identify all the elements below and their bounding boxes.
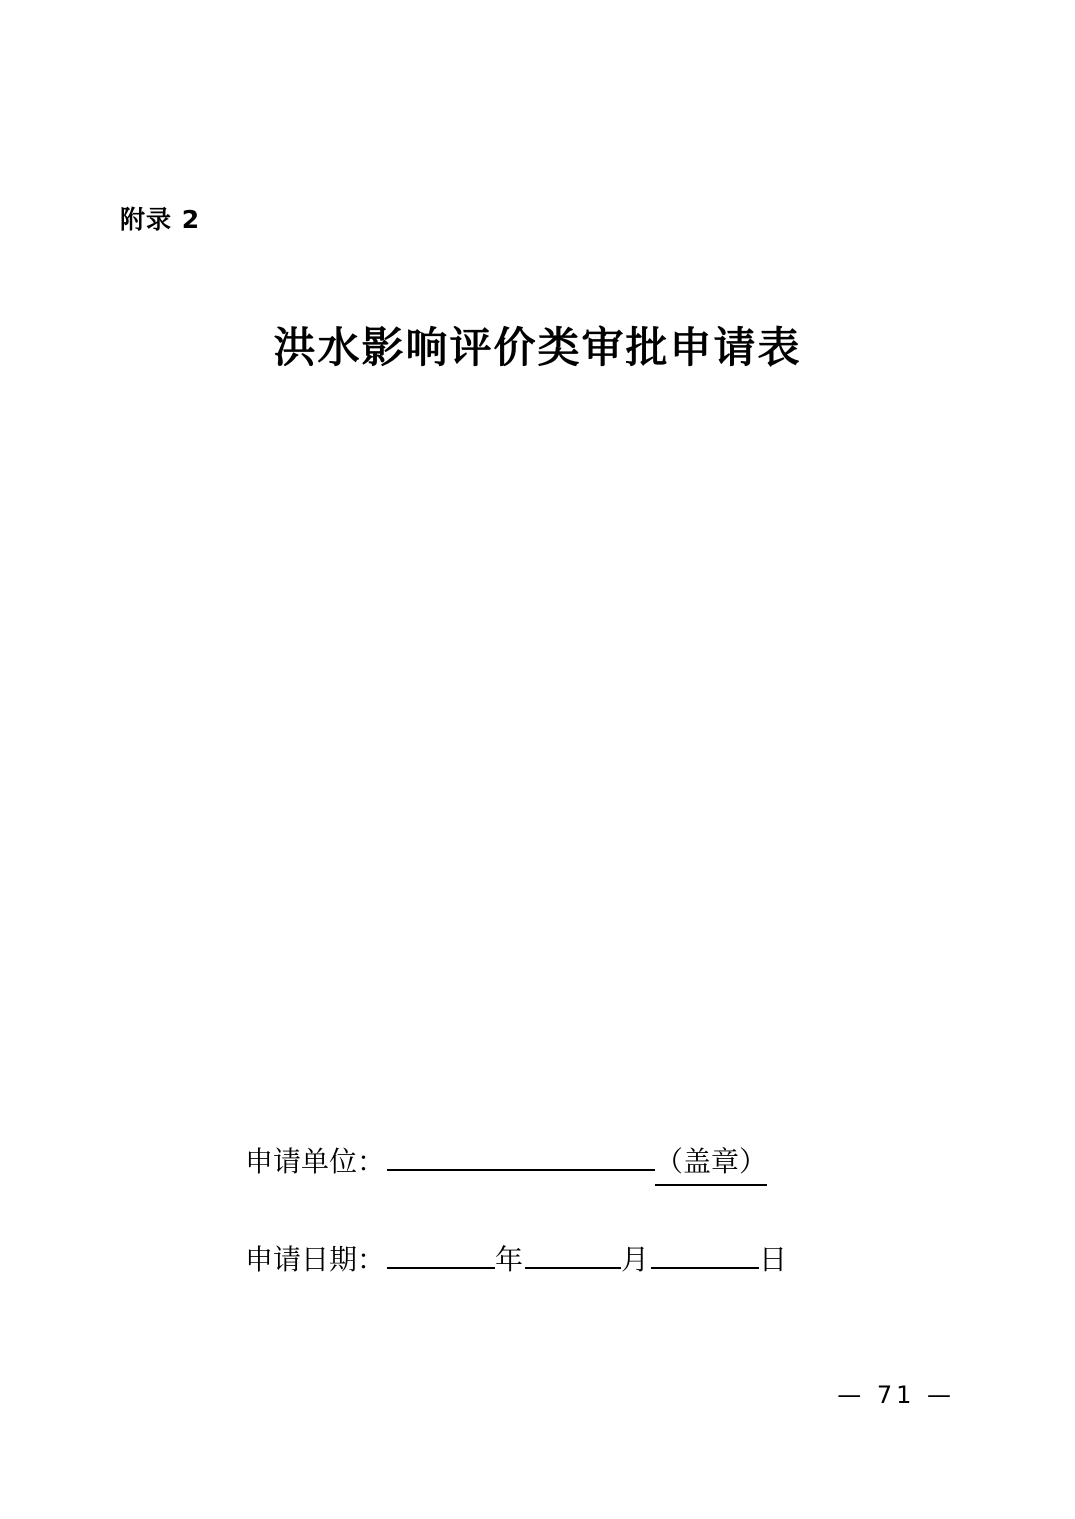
- seal-note: （盖章）: [655, 1140, 767, 1186]
- day-field[interactable]: [651, 1266, 759, 1269]
- signature-block: [245, 1140, 945, 1330]
- month-unit-label: 月: [621, 1243, 650, 1276]
- year-unit-label: 年: [495, 1243, 524, 1276]
- page-number: — 71 —: [837, 1381, 955, 1409]
- applicant-unit-field[interactable]: [387, 1168, 655, 1171]
- applicant-unit-label: 申请单位：: [245, 1145, 386, 1178]
- month-field[interactable]: [525, 1266, 621, 1269]
- applicant-unit-row: [245, 1140, 945, 1186]
- appendix-label: 附录 2: [120, 205, 201, 234]
- application-date-row: [245, 1238, 945, 1278]
- year-field[interactable]: [387, 1266, 495, 1269]
- page-title: 洪水影响评价类审批申请表: [273, 323, 802, 372]
- day-unit-label: 日: [759, 1243, 788, 1276]
- application-date-label: 申请日期：: [245, 1243, 386, 1276]
